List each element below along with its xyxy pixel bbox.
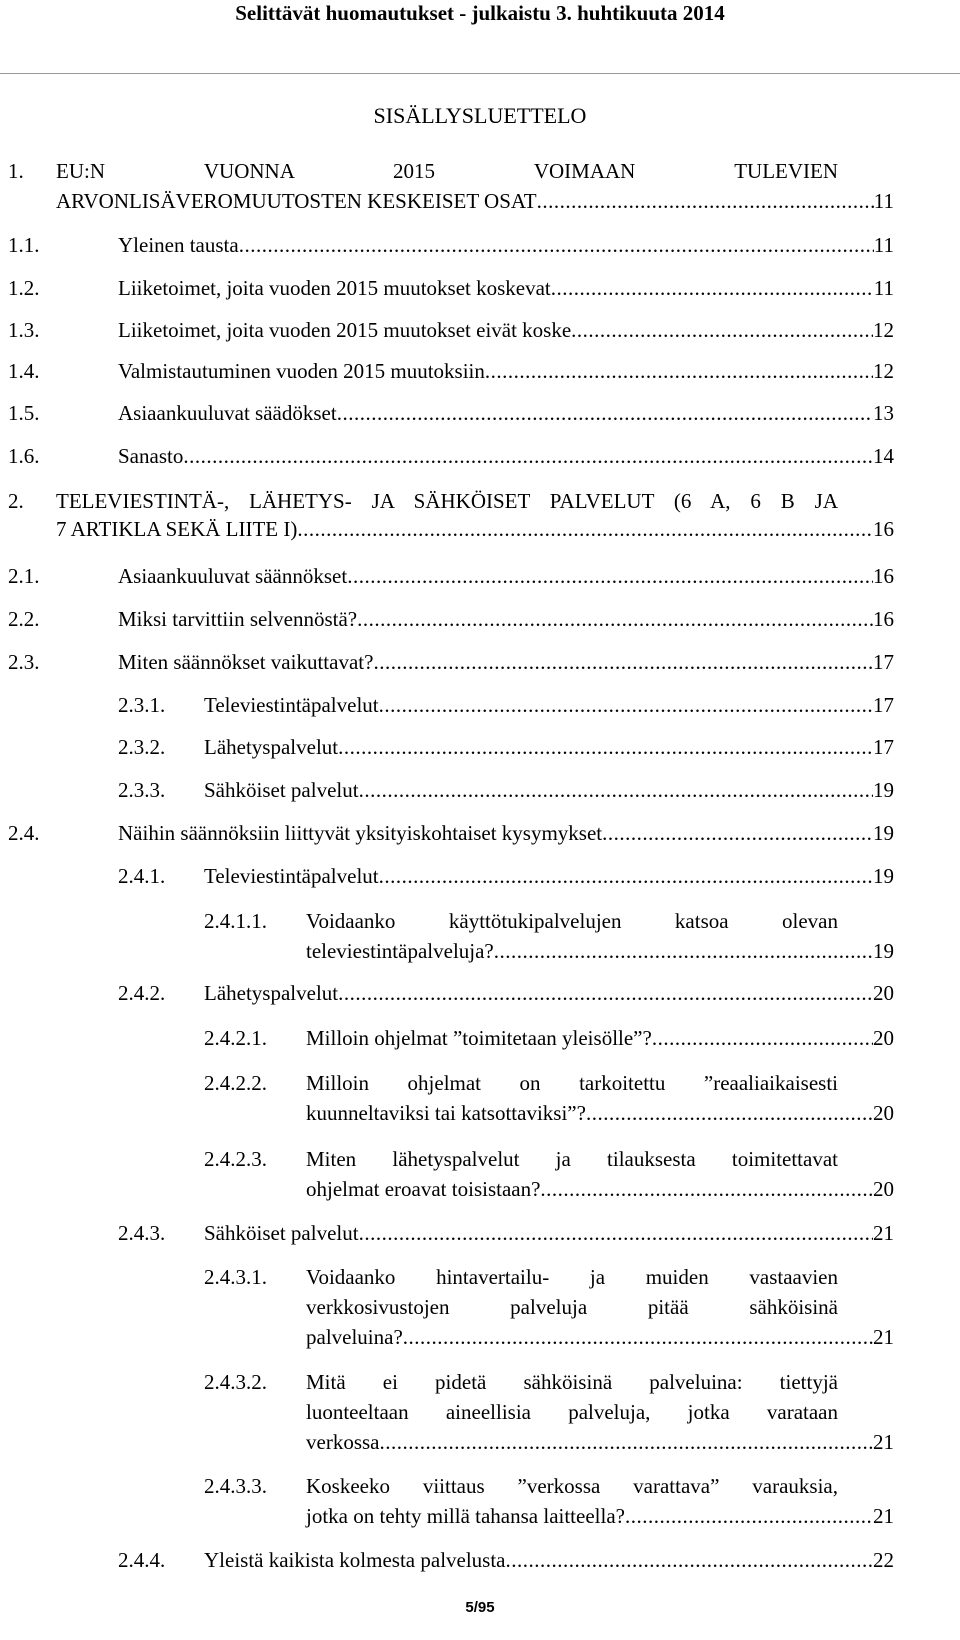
toc-entry[interactable] (0, 273, 960, 303)
toc-entry-leader (118, 441, 894, 471)
toc-dot-leader (379, 690, 873, 720)
toc-entry-continuation[interactable] (0, 186, 960, 216)
toc-entry-leader (306, 936, 894, 966)
toc-dot-leader (506, 1545, 873, 1575)
toc-entry-text: Asiaankuuluvat säännökset (118, 564, 348, 588)
toc-entry[interactable] (0, 690, 960, 720)
toc-entry-leader (306, 1501, 894, 1531)
toc-entry-text: verkossa (306, 1430, 380, 1454)
toc-entry-number: 2.4.3. (118, 1221, 166, 1245)
toc-dot-leader (540, 1174, 873, 1204)
toc-entry-number: 1.4. (8, 359, 40, 383)
toc-entry[interactable] (0, 441, 960, 471)
toc-entry[interactable] (0, 1545, 960, 1575)
page-number: 5/95 (465, 1599, 495, 1616)
toc-entry-continuation[interactable] (0, 1501, 960, 1531)
toc-entry-continuation[interactable] (0, 936, 960, 966)
toc-entry-number: 2.2. (8, 607, 40, 631)
toc-dot-leader (625, 1501, 873, 1531)
toc-entry-leader (56, 186, 894, 216)
toc-entry-text: Asiaankuuluvat säädökset (118, 401, 337, 425)
toc-entry-number: 2.4.2.3. (204, 1147, 267, 1171)
toc-entry-line: TELEVIESTINTÄ-, LÄHETYS- JA SÄHKÖISET PALVELUT (6 A, 6 B JA (56, 489, 838, 513)
toc-entry-leader (204, 1545, 894, 1575)
toc-entry-leader (56, 514, 894, 544)
toc-entry-number: 2.3. (8, 650, 40, 674)
toc-entry-text: Yleinen tausta (118, 233, 239, 257)
toc-entry-page: 12 (873, 318, 894, 342)
toc-entry-leader (306, 1098, 894, 1128)
toc-dot-leader (338, 978, 873, 1008)
toc-entry-number: 1. (8, 159, 24, 183)
toc-entry-line: luonteeltaan aineellisia palveluja, jotka varataan (306, 1400, 838, 1424)
toc-entry-leader (204, 861, 894, 891)
toc-entry-page: 19 (873, 939, 894, 963)
toc-entry-page: 19 (873, 821, 894, 845)
toc-entry[interactable] (0, 1218, 960, 1248)
toc-entry-number: 2.4.4. (118, 1548, 166, 1572)
toc-entry-text: Näihin säännöksiin liittyvät yksityiskohtaiset kysymykset (118, 821, 603, 845)
toc-entry[interactable] (0, 1471, 960, 1501)
toc-entry-text: Sähköiset palvelut (204, 1221, 359, 1245)
toc-entry-number: 2.4.2. (118, 981, 166, 1005)
toc-entry-line: Voidaanko hintavertailu- ja muiden vastaavien (306, 1265, 838, 1289)
toc-entry[interactable] (0, 561, 960, 591)
toc-entry-page: 16 (873, 607, 894, 631)
toc-entry-text: Valmistautuminen vuoden 2015 muutoksiin (118, 359, 485, 383)
toc-entry-text: jotka on tehty millä tahansa laitteella? (306, 1504, 625, 1528)
toc-dot-leader (379, 861, 873, 891)
toc-entry[interactable] (0, 1144, 960, 1174)
toc-dot-leader (359, 775, 873, 805)
toc-entry-page: 16 (873, 517, 894, 541)
toc-entry[interactable] (0, 1262, 960, 1292)
toc-entry-text: Miksi tarvittiin selvennöstä? (118, 607, 358, 631)
toc-entry-page: 11 (873, 189, 894, 213)
toc-dot-leader (551, 273, 874, 303)
toc-entry-page: 13 (873, 401, 894, 425)
toc-entry[interactable] (0, 315, 960, 345)
toc-entry[interactable] (0, 230, 960, 260)
toc-dot-leader (485, 356, 873, 386)
toc-entry-line: EU:N VUONNA 2015 VOIMAAN TULEVIEN (56, 159, 838, 183)
toc-entry-number: 2. (8, 489, 24, 513)
toc-entry-leader (118, 273, 894, 303)
toc-entry[interactable] (0, 486, 960, 516)
toc-dot-leader (537, 186, 874, 216)
toc-entry-page: 20 (873, 981, 894, 1005)
toc-dot-leader (403, 1322, 873, 1352)
toc-entry-leader (118, 818, 894, 848)
toc-entry-leader (306, 1322, 894, 1352)
toc-entry-text: Yleistä kaikista kolmesta palvelusta (204, 1548, 506, 1572)
toc-entry-continuation[interactable] (0, 1174, 960, 1204)
toc-entry-text: televiestintäpalveluja? (306, 939, 494, 963)
toc-entry-page: 11 (873, 276, 894, 300)
toc-entry-text: Televiestintäpalvelut (204, 864, 379, 888)
toc-entry[interactable] (0, 604, 960, 634)
toc-entry-page: 17 (873, 650, 894, 674)
toc-entry[interactable] (0, 398, 960, 428)
toc-entry-number: 1.3. (8, 318, 40, 342)
toc-entry-page: 17 (873, 735, 894, 759)
toc-entry-text: Lähetyspalvelut (204, 981, 339, 1005)
toc-entry-leader (204, 690, 894, 720)
toc-entry-page: 16 (873, 564, 894, 588)
toc-entry-page: 14 (873, 444, 894, 468)
toc-dot-leader (494, 936, 873, 966)
toc-entry-line: verkkosivustojen palveluja pitää sähköisinä (306, 1295, 838, 1319)
toc-entry-number: 2.4.2.1. (204, 1026, 267, 1050)
toc-entry-text: Liiketoimet, joita vuoden 2015 muutokset koskevat (118, 276, 551, 300)
toc-entry[interactable] (0, 1023, 960, 1053)
toc-entry-text: ohjelmat eroavat toisistaan? (306, 1177, 541, 1201)
toc-dot-leader (373, 647, 873, 677)
toc-entry-number: 2.4.3.1. (204, 1265, 267, 1289)
toc-entry-page: 21 (873, 1325, 894, 1349)
toc-entry-leader (118, 561, 894, 591)
toc-entry-text: Milloin ohjelmat ”toimitetaan yleisölle”? (306, 1026, 652, 1050)
toc-entry[interactable] (0, 356, 960, 386)
toc-entry-page: 21 (873, 1430, 894, 1454)
toc-entry-line: Miten lähetyspalvelut ja tilauksesta toimitettavat (306, 1147, 838, 1171)
toc-entry-leader (306, 1023, 894, 1053)
toc-entry-number: 2.4. (8, 821, 40, 845)
toc-entry-text: Sanasto (118, 444, 184, 468)
toc-entry-leader (204, 732, 894, 762)
toc-dot-leader (571, 315, 873, 345)
toc-dot-leader (347, 561, 873, 591)
toc-entry-page: 17 (873, 693, 894, 717)
toc-entry-text: Lähetyspalvelut (204, 735, 339, 759)
toc-entry-number: 1.6. (8, 444, 40, 468)
toc-entry-leader (306, 1427, 894, 1457)
header-divider (0, 73, 960, 74)
toc-entry-text: Sähköiset palvelut (204, 778, 359, 802)
toc-dot-leader (586, 1098, 873, 1128)
toc-entry-leader (204, 978, 894, 1008)
toc-entry-number: 2.4.2.2. (204, 1071, 267, 1095)
toc-entry-number: 2.4.1.1. (204, 909, 267, 933)
toc-entry-page: 20 (873, 1101, 894, 1125)
toc-dot-leader (338, 732, 873, 762)
toc-entry[interactable] (0, 732, 960, 762)
toc-entry-continuation[interactable] (0, 1427, 960, 1457)
toc-entry-page: 20 (873, 1177, 894, 1201)
toc-entry-text: ARVONLISÄVEROMUUTOSTEN KESKEISET OSAT (56, 189, 537, 213)
toc-entry-number: 2.3.2. (118, 735, 166, 759)
toc-entry-text: Miten säännökset vaikuttavat? (118, 650, 374, 674)
toc-entry[interactable] (0, 906, 960, 936)
toc-entry-number: 2.3.3. (118, 778, 166, 802)
toc-entry-text: 7 ARTIKLA SEKÄ LIITE I) (56, 517, 298, 541)
toc-entry-leader (118, 604, 894, 634)
toc-entry-number: 1.5. (8, 401, 40, 425)
toc-dot-leader (379, 1427, 873, 1457)
toc-entry-number: 2.4.3.3. (204, 1474, 267, 1498)
toc-entry-text: palveluina? (306, 1325, 403, 1349)
toc-entry-number: 2.4.1. (118, 864, 166, 888)
toc-entry-leader (118, 398, 894, 428)
toc-dot-leader (297, 514, 873, 544)
toc-entry[interactable] (0, 1367, 960, 1397)
toc-entry-number: 1.2. (8, 276, 40, 300)
toc-entry-page: 22 (873, 1548, 894, 1572)
toc-entry[interactable] (0, 978, 960, 1008)
toc-entry[interactable] (0, 775, 960, 805)
toc-entry-continuation (0, 1292, 960, 1322)
toc-entry[interactable] (0, 156, 960, 186)
toc-entry-page: 21 (873, 1221, 894, 1245)
toc-dot-leader (337, 398, 873, 428)
toc-entry-leader (118, 356, 894, 386)
toc-entry-page: 19 (873, 778, 894, 802)
toc-entry-number: 2.1. (8, 564, 40, 588)
toc-entry-page: 20 (873, 1026, 894, 1050)
toc-entry-leader (204, 1218, 894, 1248)
toc-entry[interactable] (0, 1068, 960, 1098)
page-header: Selittävät huomautukset - julkaistu 3. huhtikuuta 2014 (235, 1, 725, 25)
toc-entry-continuation[interactable] (0, 1322, 960, 1352)
toc-entry-line: Koskeeko viittaus ”verkossa varattava” varauksia, (306, 1474, 838, 1498)
toc-entry-leader (118, 647, 894, 677)
toc-entry-page: 19 (873, 864, 894, 888)
toc-dot-leader (183, 441, 873, 471)
toc-dot-leader (359, 1218, 873, 1248)
toc-entry-leader (118, 315, 894, 345)
toc-entry-number: 1.1. (8, 233, 40, 257)
toc-entry-leader (118, 230, 894, 260)
toc-entry-number: 2.3.1. (118, 693, 166, 717)
toc-dot-leader (357, 604, 873, 634)
toc-entry-continuation[interactable] (0, 1098, 960, 1128)
toc-dot-leader (652, 1023, 873, 1053)
toc-title: SISÄLLYSLUETTELO (373, 103, 587, 128)
toc-entry-leader (204, 775, 894, 805)
toc-entry-text: Televiestintäpalvelut (204, 693, 379, 717)
toc-dot-leader (239, 230, 874, 260)
toc-entry-line: Voidaanko käyttötukipalvelujen katsoa olevan (306, 909, 838, 933)
toc-entry-continuation (0, 1397, 960, 1427)
toc-entry-page: 12 (873, 359, 894, 383)
toc-entry-number: 2.4.3.2. (204, 1370, 267, 1394)
toc-entry-page: 21 (873, 1504, 894, 1528)
toc-entry-text: Liiketoimet, joita vuoden 2015 muutokset eivät koske (118, 318, 572, 342)
toc-entry-page: 11 (873, 233, 894, 257)
toc-entry-leader (306, 1174, 894, 1204)
toc-dot-leader (602, 818, 873, 848)
toc-entry-continuation[interactable] (0, 514, 960, 544)
toc-entry[interactable] (0, 647, 960, 677)
toc-entry-line: Milloin ohjelmat on tarkoitettu ”reaaliaikaisesti (306, 1071, 838, 1095)
toc-entry[interactable] (0, 861, 960, 891)
toc-entry-line: Mitä ei pidetä sähköisinä palveluina: tiettyjä (306, 1370, 838, 1394)
toc-entry-text: kuunneltaviksi tai katsottaviksi”? (306, 1101, 586, 1125)
toc-entry[interactable] (0, 818, 960, 848)
